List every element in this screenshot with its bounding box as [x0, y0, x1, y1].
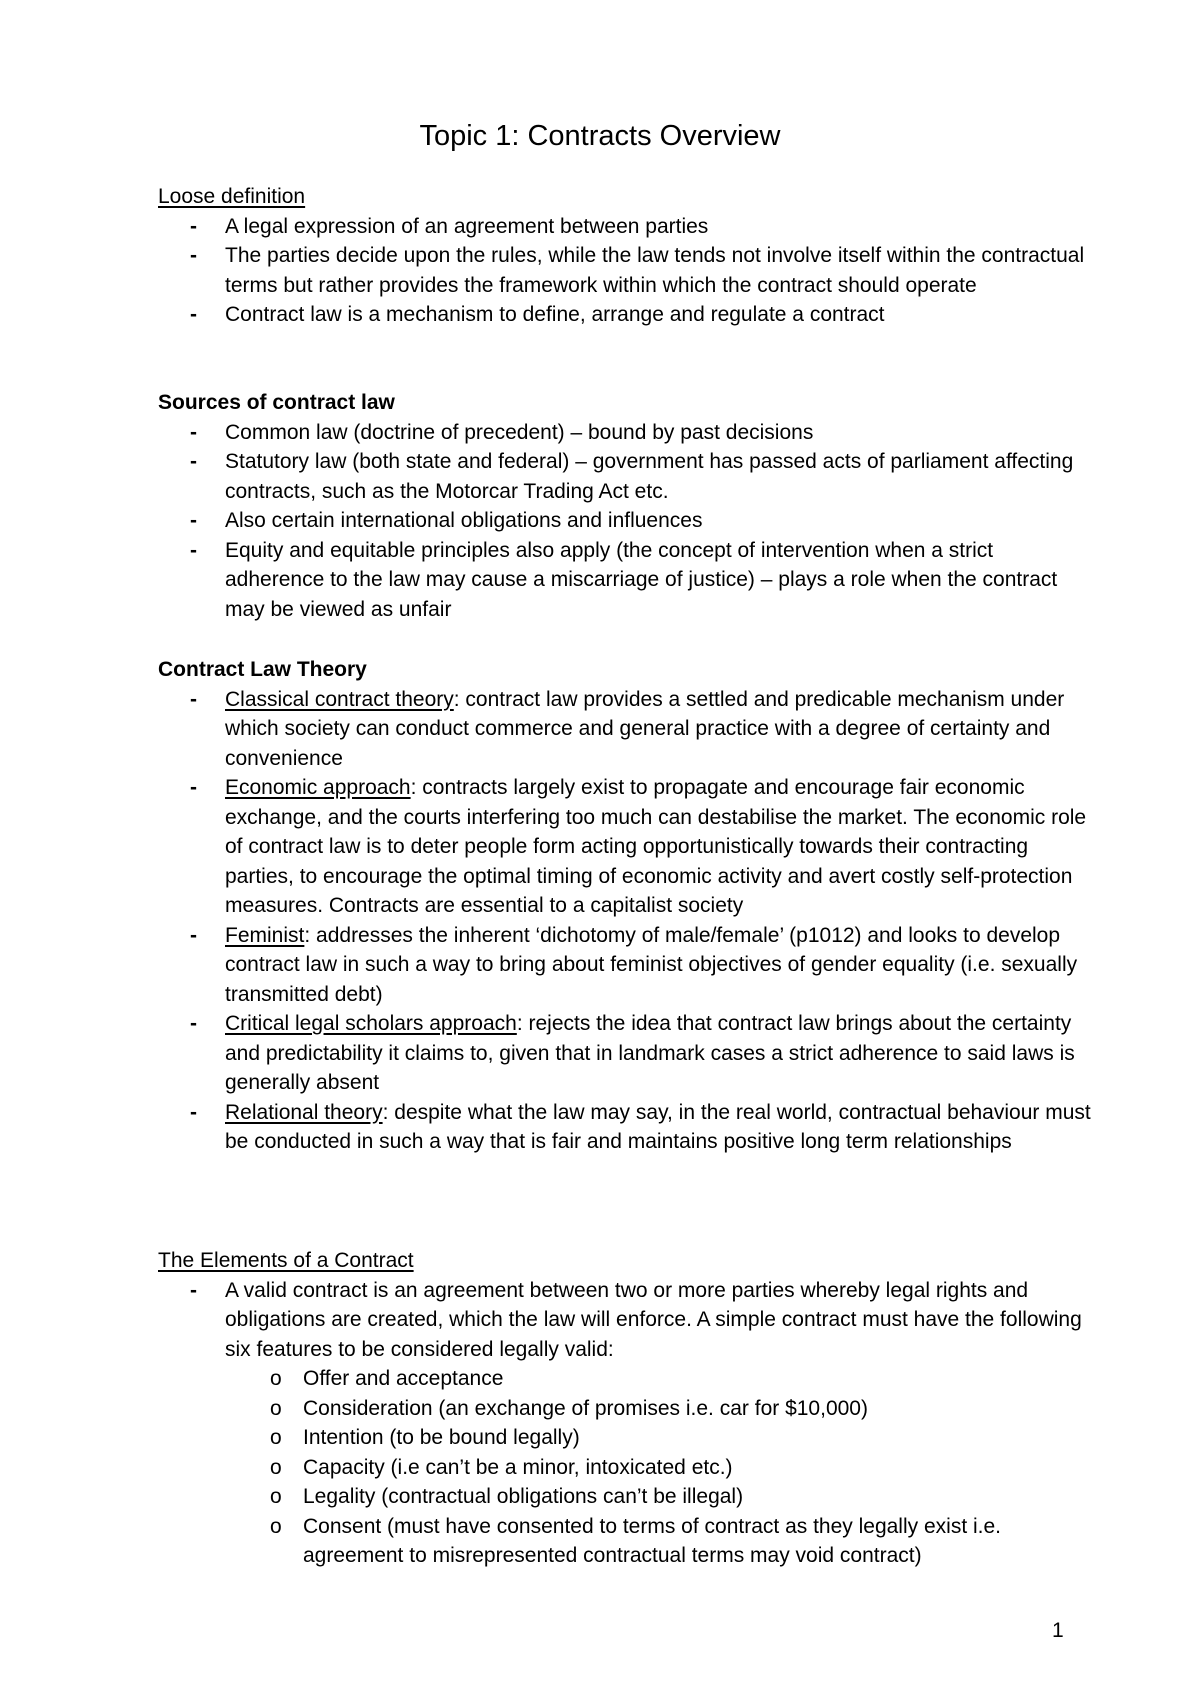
- item-text: : contracts largely exist to propagate and encourage fair economic exchange, and the courts interfering too much can destabilise the market. The economic role of contract law is to deter people form acting opportunistically towards their contracting parties, to encourage the optimal timing of economic activity and avert costly self-protection measures. Contracts are essential to a capitalist society: [225, 776, 1087, 917]
- dash-bullet: -: [190, 450, 197, 473]
- item-text: A valid contract is an agreement between two or more parties whereby legal rights and obligations are created, which the law will enforce. A simple contract must have the following six features to be considered legally valid:: [225, 1278, 1082, 1361]
- page-title: Topic 1: Contracts Overview: [419, 120, 781, 152]
- dash-bullet: -: [190, 420, 197, 444]
- sub-list-item: [158, 1394, 1098, 1424]
- item-term: Economic approach: [225, 776, 411, 799]
- list-item: [158, 300, 1098, 330]
- list-item: [158, 212, 1098, 242]
- circle-bullet: o: [270, 1367, 282, 1390]
- section-heading: Contract Law Theory: [158, 658, 367, 681]
- dash-bullet: -: [190, 1100, 197, 1124]
- sub-list-item: [158, 1364, 1098, 1394]
- item-term: Relational theory: [225, 1100, 383, 1124]
- item-text: Consent (must have consented to terms of contract as they legally exist i.e. agreement to misrepresented contractual terms may void contract): [303, 1514, 1002, 1567]
- bullet-list: [158, 418, 1098, 625]
- sub-list-item: [158, 1482, 1098, 1512]
- section-elements-of-a-contract: [158, 1246, 1098, 1571]
- item-text: Contract law is a mechanism to define, arrange and regulate a contract: [225, 303, 885, 326]
- list-item: [158, 1009, 1098, 1098]
- dash-bullet: -: [190, 923, 197, 947]
- section-heading: Sources of contract law: [158, 391, 395, 414]
- list-item: [158, 1098, 1098, 1157]
- list-item: [158, 506, 1098, 536]
- list-item: [158, 921, 1098, 1010]
- item-text: Intention (to be bound legally): [303, 1426, 580, 1449]
- item-text: Offer and acceptance: [303, 1367, 504, 1390]
- list-item: [158, 241, 1098, 300]
- item-text: Also certain international obligations and influences: [225, 509, 703, 532]
- bullet-list: [158, 1276, 1098, 1365]
- bullet-list: [158, 685, 1098, 1157]
- item-text: Statutory law (both state and federal) – government has passed acts of parliament affecting contracts, such as the Motorcar Trading Act etc.: [225, 450, 1074, 503]
- circle-bullet: o: [270, 1514, 282, 1538]
- list-item: [158, 418, 1098, 448]
- sub-list-item: [158, 1512, 1098, 1571]
- sub-list-item: [158, 1423, 1098, 1453]
- list-item: [158, 536, 1098, 625]
- dash-bullet: -: [190, 244, 197, 267]
- item-text: The parties decide upon the rules, while the law tends not involve itself within the contractual terms but rather provides the framework within which the contract should operate: [225, 244, 1085, 297]
- section-heading: The Elements of a Contract: [158, 1249, 414, 1272]
- list-item: [158, 685, 1098, 774]
- item-text: : rejects the idea that contract law brings about the certainty and predictability it claims to, given that in landmark cases a strict adherence to said laws is generally absent: [225, 1012, 1075, 1094]
- item-term: Critical legal scholars approach: [225, 1012, 517, 1035]
- circle-bullet: o: [270, 1426, 282, 1449]
- item-text: Equity and equitable principles also apply (the concept of intervention when a strict adherence to the law may cause a miscarriage of justice) – plays a role when the contract may be viewed as unfair: [225, 538, 1058, 621]
- circle-bullet: o: [270, 1396, 282, 1420]
- bullet-list: [158, 212, 1098, 330]
- item-term: Classical contract theory: [225, 687, 454, 711]
- item-text: : contract law provides a settled and predicable mechanism under which society can conduct commerce and general practice with a degree of certainty and convenience: [225, 687, 1065, 770]
- item-text: : addresses the inherent ‘dichotomy of male/female’ (p1012) and looks to develop contract law in such a way to bring about feminist objectives of gender equality (i.e. sexually transmitted debt): [225, 923, 1078, 1006]
- dash-bullet: -: [190, 687, 197, 711]
- list-item: [158, 1276, 1098, 1365]
- circle-bullet: o: [270, 1485, 282, 1508]
- item-text: : despite what the law may say, in the real world, contractual behaviour must be conducted in such a way that is fair and maintains positive long term relationships: [225, 1100, 1091, 1153]
- dash-bullet: -: [190, 538, 197, 562]
- list-item: [158, 447, 1098, 506]
- sub-bullet-list: [158, 1364, 1098, 1571]
- dash-bullet: -: [190, 303, 197, 326]
- item-text: Capacity (i.e can’t be a minor, intoxicated etc.): [303, 1455, 733, 1479]
- section-sources-of-contract-law: [158, 388, 1098, 624]
- section-heading: Loose definition: [158, 185, 306, 208]
- dash-bullet: -: [190, 776, 197, 799]
- item-text: Legality (contractual obligations can’t be illegal): [303, 1485, 744, 1508]
- section-contract-law-theory: [158, 655, 1098, 1157]
- dash-bullet: -: [190, 1278, 197, 1302]
- item-term: Feminist: [225, 923, 305, 947]
- dash-bullet: -: [190, 1012, 197, 1035]
- page-number: 1: [1052, 1619, 1064, 1642]
- circle-bullet: o: [270, 1455, 282, 1479]
- list-item: [158, 773, 1098, 921]
- item-text: A legal expression of an agreement between parties: [225, 214, 709, 238]
- dash-bullet: -: [190, 214, 197, 238]
- section-loose-definition: [158, 182, 1098, 330]
- sub-list-item: [158, 1453, 1098, 1483]
- item-text: Consideration (an exchange of promises i.e. car for $10,000): [303, 1396, 868, 1420]
- item-text: Common law (doctrine of precedent) – bound by past decisions: [225, 420, 814, 444]
- dash-bullet: -: [190, 509, 197, 532]
